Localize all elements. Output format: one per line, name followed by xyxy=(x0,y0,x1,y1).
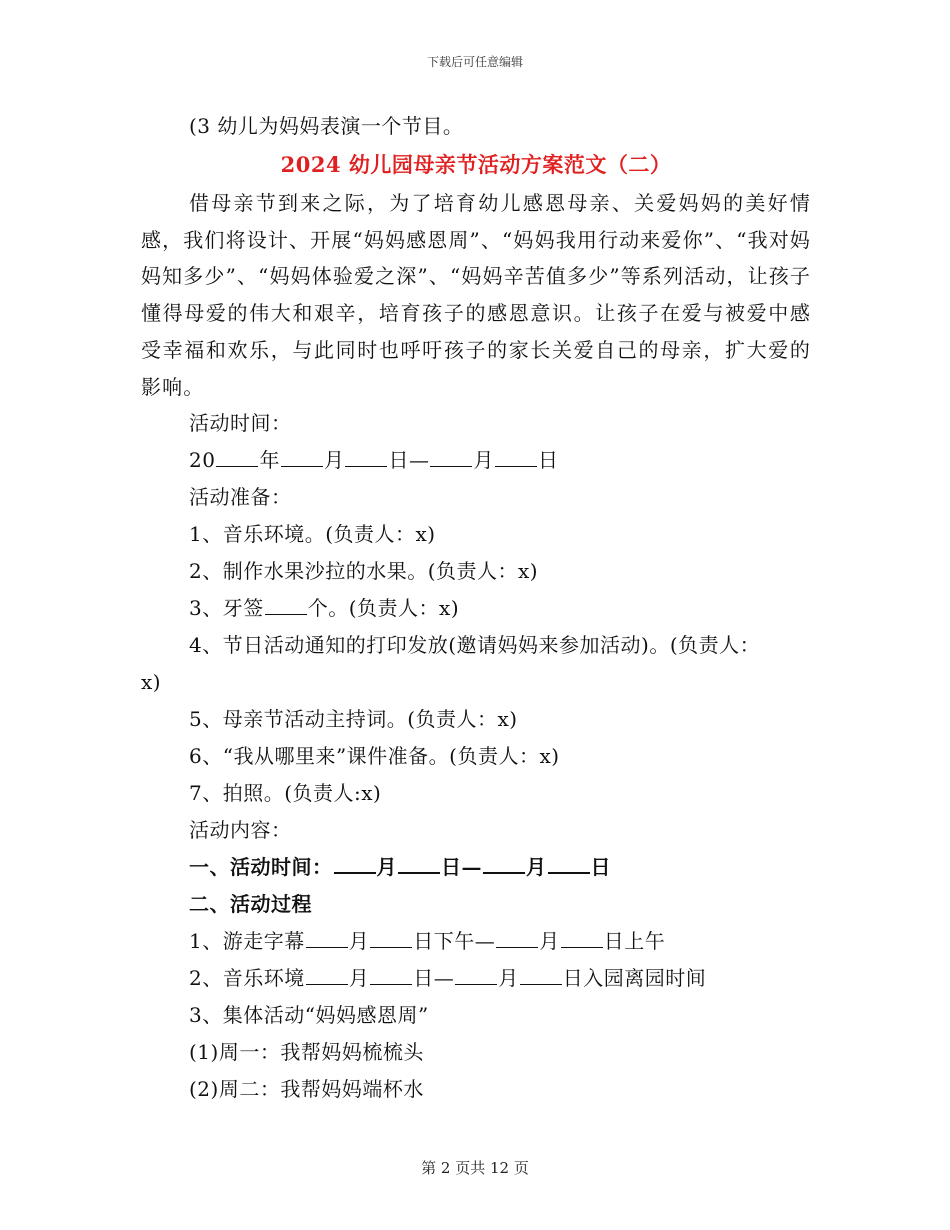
blank-field xyxy=(334,854,376,874)
document-body xyxy=(141,108,811,1108)
blank-field xyxy=(265,596,307,615)
blank-field xyxy=(495,448,537,467)
blank-field xyxy=(430,448,472,467)
blank-field xyxy=(496,929,538,948)
process-item: 3、集体活动“妈妈感恩周” xyxy=(189,1003,429,1028)
date-fill-line: 20 年 月 日— 月 日 xyxy=(189,448,559,473)
blank-field xyxy=(398,854,440,874)
week-item: (2)周二：我帮妈妈端杯水 xyxy=(189,1077,424,1102)
blank-field xyxy=(306,929,348,948)
blank-field xyxy=(483,854,525,874)
blank-field xyxy=(548,854,590,874)
prep-item: 3、牙签 个。(负责人：x) xyxy=(189,596,460,621)
page-footer: 第 2 页共 12 页 xyxy=(421,1159,529,1177)
blank-field xyxy=(306,966,348,985)
prep-item: 7、拍照。(负责人:x) xyxy=(189,781,382,806)
blank-field xyxy=(216,448,258,467)
blank-field xyxy=(455,966,497,985)
process-item: 1、游走字幕 月 日下午— 月 日上午 xyxy=(189,929,666,954)
previous-item-line: (3 幼儿为妈妈表演一个节目。 xyxy=(189,114,464,138)
week-item: (1)周一：我帮妈妈梳梳头 xyxy=(189,1040,424,1065)
blank-field xyxy=(561,929,603,948)
blank-field xyxy=(520,966,562,985)
blank-field xyxy=(345,448,387,467)
section-heading-process: 二、活动过程 xyxy=(189,892,312,917)
prep-item: 5、母亲节活动主持词。(负责人：x) xyxy=(189,707,518,732)
prep-item: 2、制作水果沙拉的水果。(负责人：x) xyxy=(189,559,539,584)
activity-content-label: 活动内容： xyxy=(189,818,292,843)
prep-item: 4、节日活动通知的打印发放(邀请妈妈来参加活动)。(负责人： xyxy=(189,633,761,658)
page-header: 下载后可任意编辑 xyxy=(426,55,523,69)
blank-field xyxy=(370,929,412,948)
blank-field xyxy=(281,448,323,467)
process-item: 2、音乐环境 月 日— 月 日入园离园时间 xyxy=(189,966,707,991)
prep-item: 1、音乐环境。(负责人：x) xyxy=(189,522,436,547)
prep-item-wrap: x) xyxy=(141,670,162,695)
section-heading-time: 一、活动时间： 月 日— 月 日 xyxy=(189,855,611,880)
prep-item: 6、“我从哪里来”课件准备。(负责人：x) xyxy=(189,744,560,769)
activity-prep-label: 活动准备： xyxy=(189,485,292,510)
activity-time-label: 活动时间： xyxy=(189,411,292,436)
intro-paragraph: 借母亲节到来之际，为了培育幼儿感恩母亲、关爱妈妈的美好情感，我们将设计、开展“妈妈感恩周”、“妈妈我用行动来爱你”、“我对妈妈知多少”、“妈妈体验爱之深”、“妈妈辛苦值多少”等系列活动，让孩子懂得母爱的伟大和艰辛，培育孩子的感恩意识。让孩子在爱与被爱中感受幸福和欢乐，与此同时也呼吁孩子的家长关爱自己的母亲，扩大爱的影响。 xyxy=(141,191,811,399)
blank-field xyxy=(370,966,412,985)
section-title: 2024 幼儿园母亲节活动方案范文（二） xyxy=(280,152,672,177)
